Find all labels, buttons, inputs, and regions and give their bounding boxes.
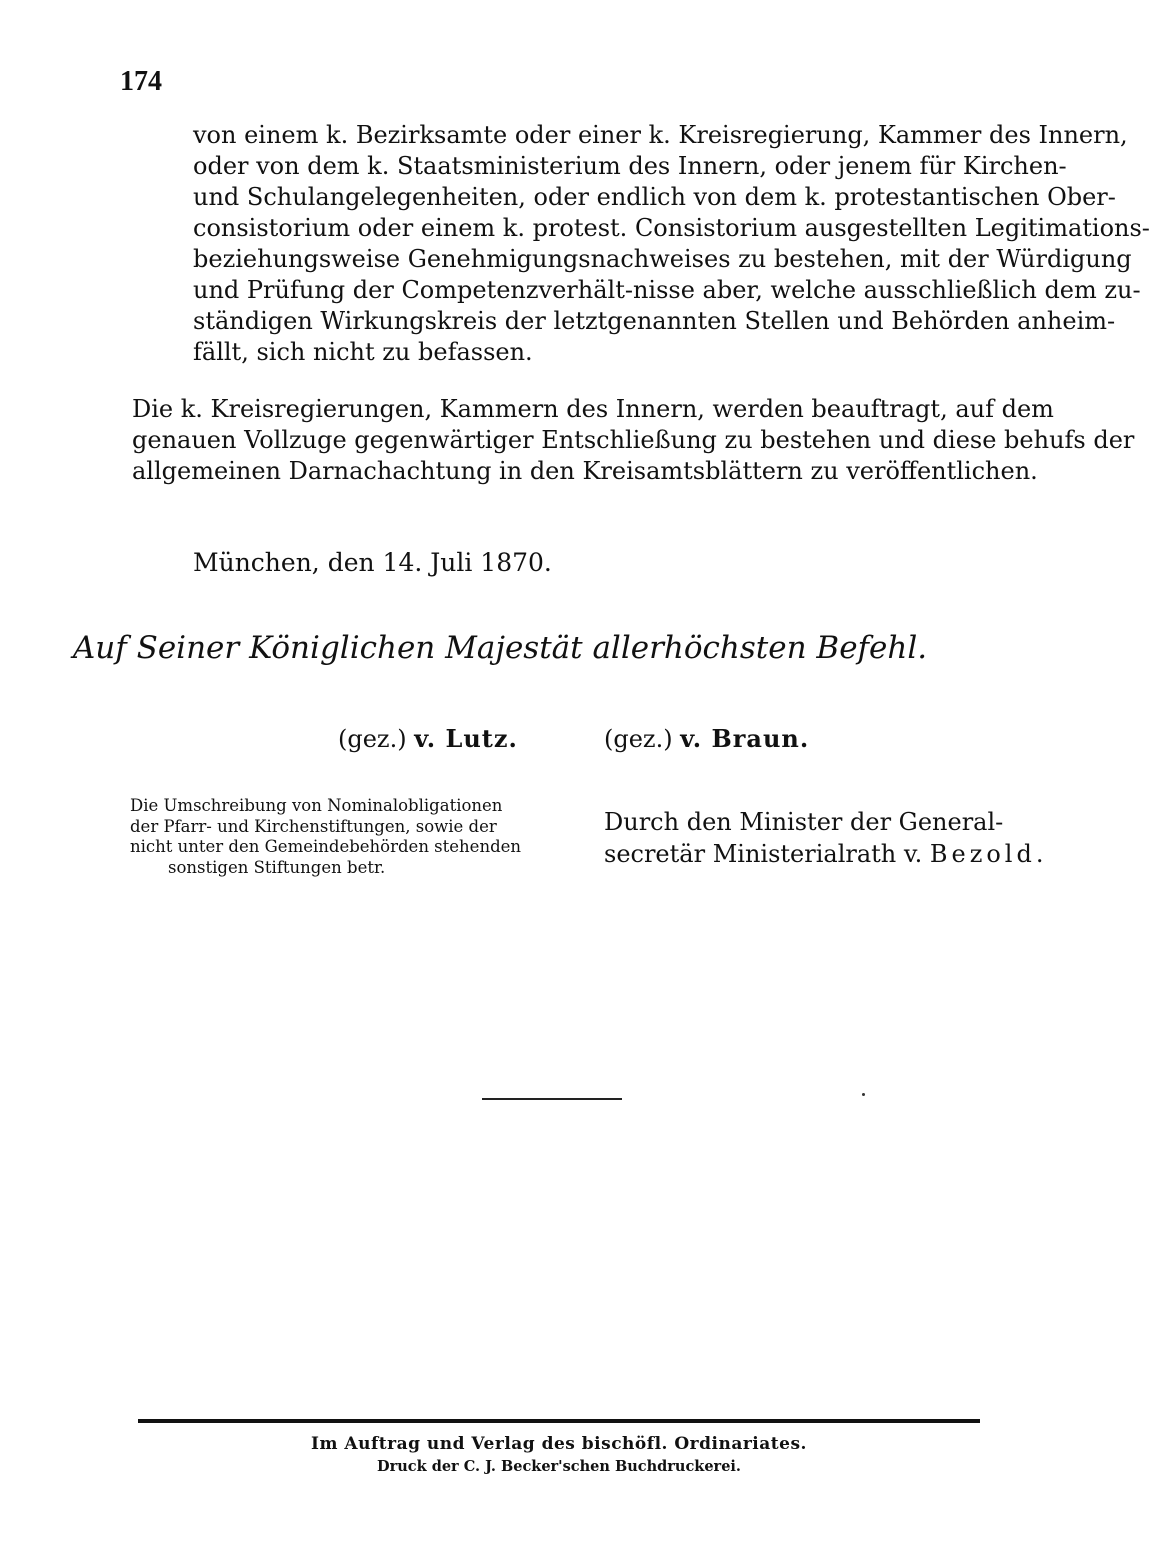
text-line: von einem k. Bezirksamte oder einer k. Kreisregierung, Kammer des Innern, — [193, 121, 1128, 149]
body-paragraph-2 — [132, 394, 1135, 487]
royal-order-heading: Auf Seiner Königlichen Majestät allerhöchsten Befehl. — [72, 630, 928, 666]
publisher-line: Im Auftrag und Verlag des bischöfl. Ordinariates. — [311, 1434, 807, 1454]
signature-name: v. Braun. — [680, 724, 810, 753]
text-line: und Schulangelegenheiten, oder endlich von dem k. protestantischen Ober- — [193, 183, 1116, 211]
attestation-text: secretär Ministerialrath v. — [604, 840, 923, 868]
text-line: ständigen Wirkungskreis der letztgenannten Stellen und Behörden anheim- — [193, 307, 1116, 335]
section-divider — [482, 1098, 622, 1100]
attestation-line — [604, 838, 1048, 870]
note-line: nicht unter den Gemeindebehörden stehenden — [130, 837, 522, 856]
text-line: und Prüfung der Competenzverhält-nisse aber, welche ausschließlich dem zu- — [193, 276, 1141, 304]
text-line: consistorium oder einem k. protest. Consistorium ausgestellten Legitimations- — [193, 214, 1150, 242]
text-line: allgemeinen Darnachachtung in den Kreisamtsblättern zu veröffentlichen. — [132, 457, 1038, 485]
text-line: beziehungsweise Genehmigungsnachweises zu bestehen, mit der Würdigung — [193, 245, 1132, 273]
printer-line: Druck der C. J. Becker'schen Buchdruckerei. — [377, 1458, 741, 1475]
signature-name: v. Lutz. — [414, 724, 518, 753]
note-line: der Pfarr- und Kirchenstiftungen, sowie der — [130, 816, 497, 836]
minister-attestation — [604, 806, 1048, 870]
body-paragraph-1 — [193, 120, 1150, 368]
note-line: Die Umschreibung von Nominalobligationen — [130, 796, 503, 815]
page-number: 174 — [120, 66, 162, 97]
text-line: fällt, sich nicht zu befassen. — [193, 338, 533, 366]
attestation-line: Durch den Minister der General- — [604, 808, 1004, 836]
print-speck — [862, 1093, 865, 1096]
note-line: sonstigen Stiftungen betr. — [168, 857, 386, 877]
text-line: genauen Vollzuge gegenwärtiger Entschließung zu bestehen und diese behufs der — [132, 426, 1135, 454]
date-line: München, den 14. Juli 1870. — [193, 548, 552, 577]
footer-rule — [138, 1419, 980, 1423]
text-line: Die k. Kreisregierungen, Kammern des Innern, werden beauftragt, auf dem — [132, 395, 1054, 423]
text-line: oder von dem k. Staatsministerium des Innern, oder jenem für Kirchen- — [193, 152, 1067, 180]
attestation-name: Bezold. — [929, 840, 1048, 868]
subject-note — [130, 796, 520, 878]
signature-left — [338, 724, 518, 753]
signature-prefix: (gez.) — [604, 725, 673, 753]
signature-right — [604, 724, 809, 753]
signature-prefix: (gez.) — [338, 725, 407, 753]
